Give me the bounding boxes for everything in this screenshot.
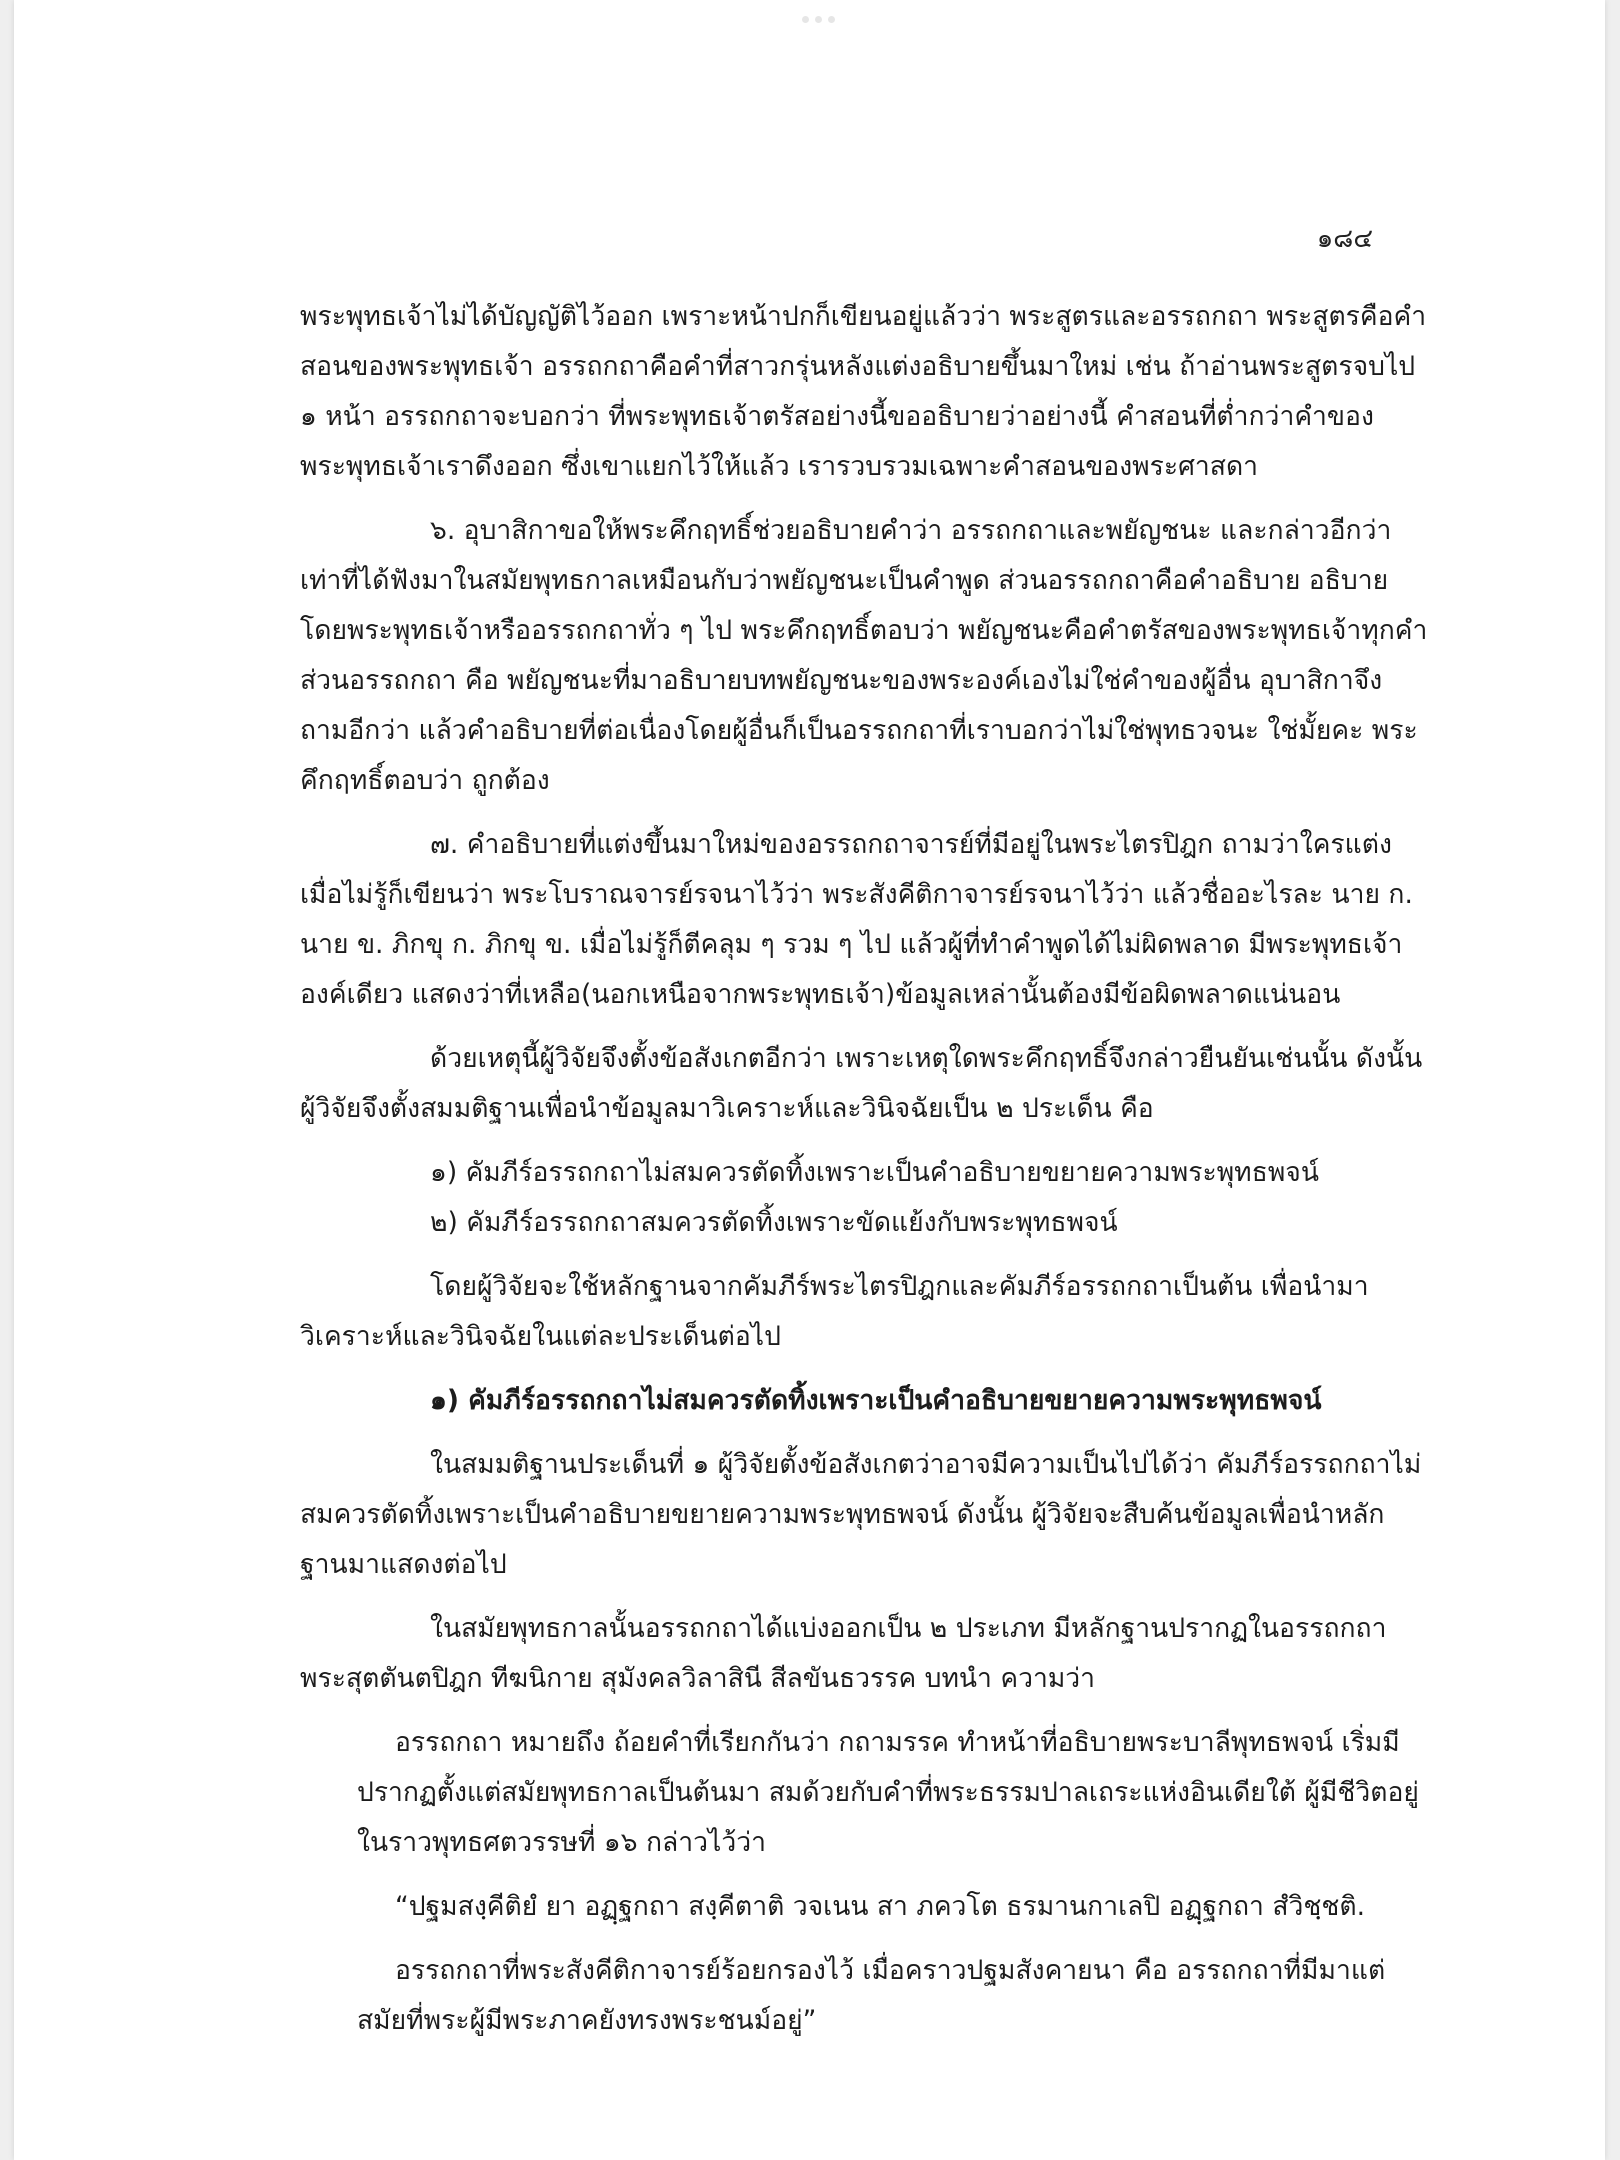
document-page (14, 0, 1605, 2160)
paragraph-continuation: พระพุทธเจ้าไม่ได้บัญญัติไว้ออก เพราะหน้าปกก็เขียนอยู่แล้วว่า พระสูตรและอรรถกถา พระสูตรคือคำสอนของพระพุทธเจ้า อรรถกถาคือคำที่สาวกรุ่นหลังแต่งอธิบายขึ้นมาใหม่ เช่น ถ้าอ่านพระสูตรจบไป ๑ หน้า อรรถกถาจะบอกว่า ที่พระพุทธเจ้าตรัสอย่างนี้ขออธิบายว่าอย่างนี้ คำสอนที่ต่ำกว่าคำของพระพุทธเจ้าเราดึงออก ซึ่งเขาแยกไว้ให้แล้ว เรารวบรวมเฉพาะคำสอนของพระศาสดา (300, 301, 1427, 482)
grabber-dot-icon (802, 16, 809, 23)
section-heading: ๑) คัมภีร์อรรถกถาไม่สมควรตัดทิ้งเพราะเป็นคำอธิบายขยายความพระพุทธพจน์ (430, 1385, 1322, 1416)
paragraph-method: โดยผู้วิจัยจะใช้หลักฐานจากคัมภีร์พระไตรปิฎกและคัมภีร์อรรถกถาเป็นต้น เพื่อนำมาวิเคราะห์และวินิจฉัยในแต่ละประเด็นต่อไป (300, 1271, 1369, 1352)
paragraph-item-6: ๖. อุบาสิกาขอให้พระคึกฤทธิ์ช่วยอธิบายคำว่า อรรถกถาและพยัญชนะ และกล่าวอีกว่าเท่าที่ได้ฟังมาในสมัยพุทธกาลเหมือนกับว่าพยัญชนะเป็นคำพูด ส่วนอรรถกถาคือคำอธิบาย อธิบายโดยพระพุทธเจ้าหรืออรรถกถาทั่ว ๆ ไป พระคึกฤทธิ์ตอบว่า พยัญชนะคือคำตรัสของพระพุทธเจ้าทุกคำ ส่วนอรรถกถา คือ พยัญชนะที่มาอธิบายบทพยัญชนะของพระองค์เองไม่ใช่คำของผู้อื่น อุบาสิกาจึงถามอีกว่า แล้วคำอธิบายที่ต่อเนื่องโดยผู้อื่นก็เป็นอรรถกถาที่เราบอกว่าไม่ใช่พุทธวจนะ ใช่มั้ยคะ พระคึกฤทธิ์ตอบว่า ถูกต้อง (300, 515, 1428, 796)
paragraph-hypothesis-intro: ด้วยเหตุนี้ผู้วิจัยจึงตั้งข้อสังเกตอีกว่า เพราะเหตุใดพระคึกฤทธิ์จึงกล่าวยืนยันเช่นนั้น ดังนั้น ผู้วิจัยจึงตั้งสมมติฐานเพื่อนำข้อมูลมาวิเคราะห์และวินิจฉัยเป็น ๒ ประเด็น คือ (300, 1043, 1423, 1124)
hypothesis-item-2: ๒) คัมภีร์อรรถกถาสมควรตัดทิ้งเพราะขัดแย้งกับพระพุทธพจน์ (430, 1207, 1118, 1238)
paragraph-item-7: ๗. คำอธิบายที่แต่งขึ้นมาใหม่ของอรรถกถาจารย์ที่มีอยู่ในพระไตรปิฎก ถามว่าใครแต่งเมื่อไม่รู้ก็เขียนว่า พระโบราณจารย์รจนาไว้ว่า พระสังคีติกาจารย์รจนาไว้ว่า แล้วชื่ออะไรละ นาย ก. นาย ข. ภิกขุ ก. ภิกขุ ข. เมื่อไม่รู้ก็ตีคลุม ๆ รวม ๆ ไป แล้วผู้ที่ทำคำพูดได้ไม่ผิดพลาด มีพระพุทธเจ้าองค์เดียว แสดงว่าที่เหลือ(นอกเหนือจากพระพุทธเจ้า)ข้อมูลเหล่านั้นต้องมีข้อผิดพลาดแน่นอน (300, 829, 1413, 1010)
grabber-dot-icon (828, 16, 835, 23)
grabber-dot-icon (815, 16, 822, 23)
paragraph-buddha-era: ในสมัยพุทธกาลนั้นอรรถกถาได้แบ่งออกเป็น ๒ ประเภท มีหลักฐานปรากฏในอรรถกถาพระสุตตันตปิฎก ทีฆนิกาย สุมังคลวิลาสินี สีลขันธวรรค บทนำ ความว่า (300, 1613, 1387, 1694)
block-quote-translation: อรรถกถาที่พระสังคีติกาจารย์ร้อยกรองไว้ เมื่อคราวปฐมสังคายนา คือ อรรถกถาที่มีมาแต่สมัยที่พระผู้มีพระภาคยังทรงพระชนม์อยู่” (357, 1955, 1386, 2036)
page-grabber-handle[interactable] (802, 16, 835, 23)
document-body (300, 292, 1430, 2060)
hypothesis-item-1: ๑) คัมภีร์อรรถกถาไม่สมควรตัดทิ้งเพราะเป็นคำอธิบายขยายความพระพุทธพจน์ (430, 1157, 1319, 1188)
block-quote-pali: “ปฐมสงฺคีติยํ ยา อฏฺฐกถา สงฺคีตาติ วจเนน สา ภควโต ธรมานกาเลปิ อฏฺฐกถา สํวิชฺชติ. (395, 1891, 1366, 1922)
paragraph-section-intro: ในสมมติฐานประเด็นที่ ๑ ผู้วิจัยตั้งข้อสังเกตว่าอาจมีความเป็นไปได้ว่า คัมภีร์อรรถกถาไม่สมควรตัดทิ้งเพราะเป็นคำอธิบายขยายความพระพุทธพจน์ ดังนั้น ผู้วิจัยจะสืบค้นข้อมูลเพื่อนำหลักฐานมาแสดงต่อไป (300, 1449, 1422, 1580)
block-quote-definition: อรรถกถา หมายถึง ถ้อยคำที่เรียกกันว่า กถามรรค ทำหน้าที่อธิบายพระบาลีพุทธพจน์ เริ่มมีปรากฏตั้งแต่สมัยพุทธกาลเป็นต้นมา สมด้วยกับคำที่พระธรรมปาลเถระแห่งอินเดียใต้ ผู้มีชีวิตอยู่ในราวพุทธศตวรรษที่ ๑๖ กล่าวไว้ว่า (357, 1727, 1419, 1858)
page-number: ๑๘๔ (1316, 224, 1373, 254)
